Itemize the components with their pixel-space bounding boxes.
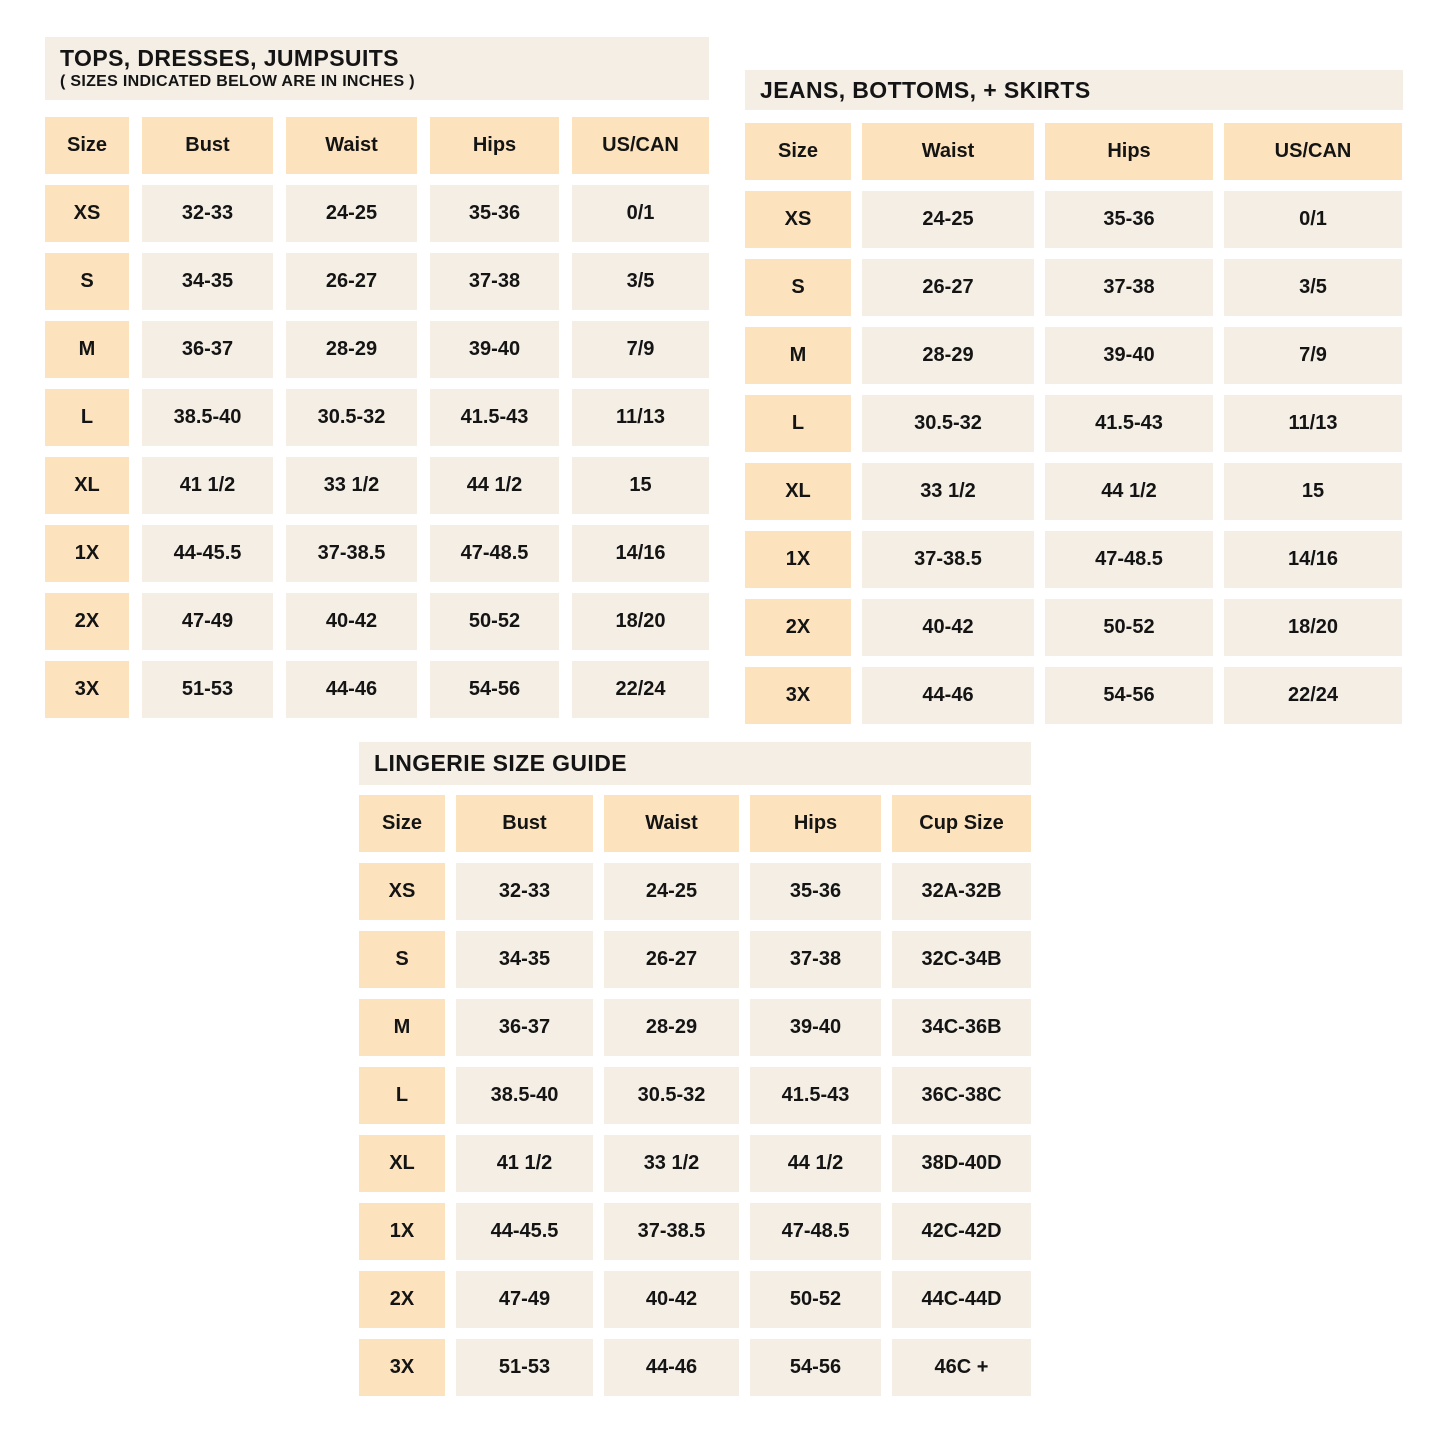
measurement-cell: 37-38.5 — [286, 525, 417, 582]
measurement-cell: 33 1/2 — [862, 463, 1034, 520]
measurement-cell: 54-56 — [750, 1339, 881, 1396]
measurement-cell: 34-35 — [142, 253, 273, 310]
size-label-cell: M — [45, 321, 129, 378]
measurement-cell: 47-49 — [456, 1271, 593, 1328]
measurement-cell: 41 1/2 — [456, 1135, 593, 1192]
measurement-cell: 44 1/2 — [1045, 463, 1213, 520]
column-header-size: Size — [45, 117, 129, 174]
size-label-cell: L — [359, 1067, 445, 1124]
size-label-cell: L — [745, 395, 851, 452]
measurement-cell: 39-40 — [1045, 327, 1213, 384]
measurement-cell: 37-38 — [750, 931, 881, 988]
measurement-cell: 47-48.5 — [1045, 531, 1213, 588]
measurement-cell: 3/5 — [572, 253, 709, 310]
table-subtitle: ( SIZES INDICATED BELOW ARE IN INCHES ) — [60, 72, 415, 90]
table-title: TOPS, DRESSES, JUMPSUITS — [60, 45, 399, 72]
measurement-cell: 11/13 — [572, 389, 709, 446]
measurement-cell: 44 1/2 — [430, 457, 559, 514]
size-label-cell: S — [745, 259, 851, 316]
measurement-cell: 36-37 — [456, 999, 593, 1056]
measurement-cell: 14/16 — [572, 525, 709, 582]
measurement-cell: 50-52 — [1045, 599, 1213, 656]
measurement-cell: 44 1/2 — [750, 1135, 881, 1192]
measurement-cell: 39-40 — [750, 999, 881, 1056]
size-label-cell: L — [45, 389, 129, 446]
column-header-waist: Waist — [286, 117, 417, 174]
measurement-cell: 33 1/2 — [604, 1135, 739, 1192]
size-label-cell: M — [745, 327, 851, 384]
measurement-cell: 50-52 — [750, 1271, 881, 1328]
column-header-waist: Waist — [604, 795, 739, 852]
measurement-cell: 47-49 — [142, 593, 273, 650]
measurement-cell: 28-29 — [862, 327, 1034, 384]
measurement-cell: 44-45.5 — [456, 1203, 593, 1260]
size-label-cell: XL — [45, 457, 129, 514]
measurement-cell: 32C-34B — [892, 931, 1031, 988]
column-header-size: Size — [359, 795, 445, 852]
table-title-band — [745, 70, 1403, 110]
size-label-cell: XL — [745, 463, 851, 520]
measurement-cell: 44C-44D — [892, 1271, 1031, 1328]
measurement-cell: 37-38 — [1045, 259, 1213, 316]
measurement-cell: 54-56 — [1045, 667, 1213, 724]
size-label-cell: S — [45, 253, 129, 310]
size-label-cell: XS — [745, 191, 851, 248]
column-header-hips: Hips — [430, 117, 559, 174]
measurement-cell: 44-46 — [862, 667, 1034, 724]
measurement-cell: 24-25 — [286, 185, 417, 242]
measurement-cell: 32A-32B — [892, 863, 1031, 920]
measurement-cell: 34-35 — [456, 931, 593, 988]
column-header-waist: Waist — [862, 123, 1034, 180]
measurement-cell: 14/16 — [1224, 531, 1402, 588]
size-label-cell: 1X — [745, 531, 851, 588]
measurement-cell: 24-25 — [604, 863, 739, 920]
measurement-cell: 36-37 — [142, 321, 273, 378]
size-label-cell: 3X — [45, 661, 129, 718]
measurement-cell: 30.5-32 — [604, 1067, 739, 1124]
measurement-cell: 33 1/2 — [286, 457, 417, 514]
size-label-cell: XS — [359, 863, 445, 920]
size-label-cell: 2X — [745, 599, 851, 656]
measurement-cell: 35-36 — [750, 863, 881, 920]
measurement-cell: 0/1 — [572, 185, 709, 242]
measurement-cell: 36C-38C — [892, 1067, 1031, 1124]
measurement-cell: 50-52 — [430, 593, 559, 650]
measurement-cell: 44-46 — [286, 661, 417, 718]
measurement-cell: 0/1 — [1224, 191, 1402, 248]
measurement-cell: 15 — [1224, 463, 1402, 520]
table-title: JEANS, BOTTOMS, + SKIRTS — [760, 76, 1091, 103]
size-label-cell: 1X — [45, 525, 129, 582]
measurement-cell: 38D-40D — [892, 1135, 1031, 1192]
column-header-hips: Hips — [1045, 123, 1213, 180]
measurement-cell: 18/20 — [572, 593, 709, 650]
measurement-cell: 46C + — [892, 1339, 1031, 1396]
size-grid — [359, 795, 1031, 1396]
measurement-cell: 35-36 — [430, 185, 559, 242]
measurement-cell: 40-42 — [286, 593, 417, 650]
measurement-cell: 38.5-40 — [456, 1067, 593, 1124]
measurement-cell: 26-27 — [604, 931, 739, 988]
size-label-cell: 2X — [45, 593, 129, 650]
measurement-cell: 47-48.5 — [430, 525, 559, 582]
measurement-cell: 28-29 — [286, 321, 417, 378]
measurement-cell: 37-38.5 — [862, 531, 1034, 588]
measurement-cell: 7/9 — [572, 321, 709, 378]
size-label-cell: 3X — [359, 1339, 445, 1396]
size-label-cell: 2X — [359, 1271, 445, 1328]
measurement-cell: 28-29 — [604, 999, 739, 1056]
measurement-cell: 32-33 — [142, 185, 273, 242]
measurement-cell: 35-36 — [1045, 191, 1213, 248]
measurement-cell: 44-46 — [604, 1339, 739, 1396]
measurement-cell: 42C-42D — [892, 1203, 1031, 1260]
tops-dresses-jumpsuits-size-table — [45, 37, 709, 718]
measurement-cell: 41 1/2 — [142, 457, 273, 514]
measurement-cell: 30.5-32 — [862, 395, 1034, 452]
column-header-size: Size — [745, 123, 851, 180]
size-label-cell: 1X — [359, 1203, 445, 1260]
column-header-bust: Bust — [456, 795, 593, 852]
size-grid — [45, 117, 709, 718]
column-header-hips: Hips — [750, 795, 881, 852]
jeans-bottoms-skirts-size-table — [745, 70, 1403, 724]
size-label-cell: XL — [359, 1135, 445, 1192]
measurement-cell: 41.5-43 — [430, 389, 559, 446]
measurement-cell: 11/13 — [1224, 395, 1402, 452]
measurement-cell: 34C-36B — [892, 999, 1031, 1056]
measurement-cell: 22/24 — [572, 661, 709, 718]
measurement-cell: 18/20 — [1224, 599, 1402, 656]
measurement-cell: 37-38.5 — [604, 1203, 739, 1260]
column-header-cup-size: Cup Size — [892, 795, 1031, 852]
size-label-cell: M — [359, 999, 445, 1056]
measurement-cell: 24-25 — [862, 191, 1034, 248]
table-title: LINGERIE SIZE GUIDE — [374, 750, 627, 777]
table-title-band — [359, 742, 1031, 785]
measurement-cell: 39-40 — [430, 321, 559, 378]
measurement-cell: 37-38 — [430, 253, 559, 310]
column-header-us-can: US/CAN — [1224, 123, 1402, 180]
size-label-cell: S — [359, 931, 445, 988]
measurement-cell: 3/5 — [1224, 259, 1402, 316]
measurement-cell: 26-27 — [862, 259, 1034, 316]
measurement-cell: 26-27 — [286, 253, 417, 310]
table-title-band — [45, 37, 709, 100]
measurement-cell: 44-45.5 — [142, 525, 273, 582]
measurement-cell: 40-42 — [604, 1271, 739, 1328]
measurement-cell: 41.5-43 — [1045, 395, 1213, 452]
measurement-cell: 41.5-43 — [750, 1067, 881, 1124]
size-grid — [745, 123, 1403, 724]
measurement-cell: 22/24 — [1224, 667, 1402, 724]
size-label-cell: XS — [45, 185, 129, 242]
measurement-cell: 51-53 — [142, 661, 273, 718]
measurement-cell: 51-53 — [456, 1339, 593, 1396]
measurement-cell: 15 — [572, 457, 709, 514]
measurement-cell: 47-48.5 — [750, 1203, 881, 1260]
measurement-cell: 54-56 — [430, 661, 559, 718]
measurement-cell: 38.5-40 — [142, 389, 273, 446]
size-label-cell: 3X — [745, 667, 851, 724]
measurement-cell: 40-42 — [862, 599, 1034, 656]
lingerie-size-guide-table — [359, 742, 1031, 1396]
measurement-cell: 7/9 — [1224, 327, 1402, 384]
column-header-us-can: US/CAN — [572, 117, 709, 174]
measurement-cell: 30.5-32 — [286, 389, 417, 446]
column-header-bust: Bust — [142, 117, 273, 174]
measurement-cell: 32-33 — [456, 863, 593, 920]
